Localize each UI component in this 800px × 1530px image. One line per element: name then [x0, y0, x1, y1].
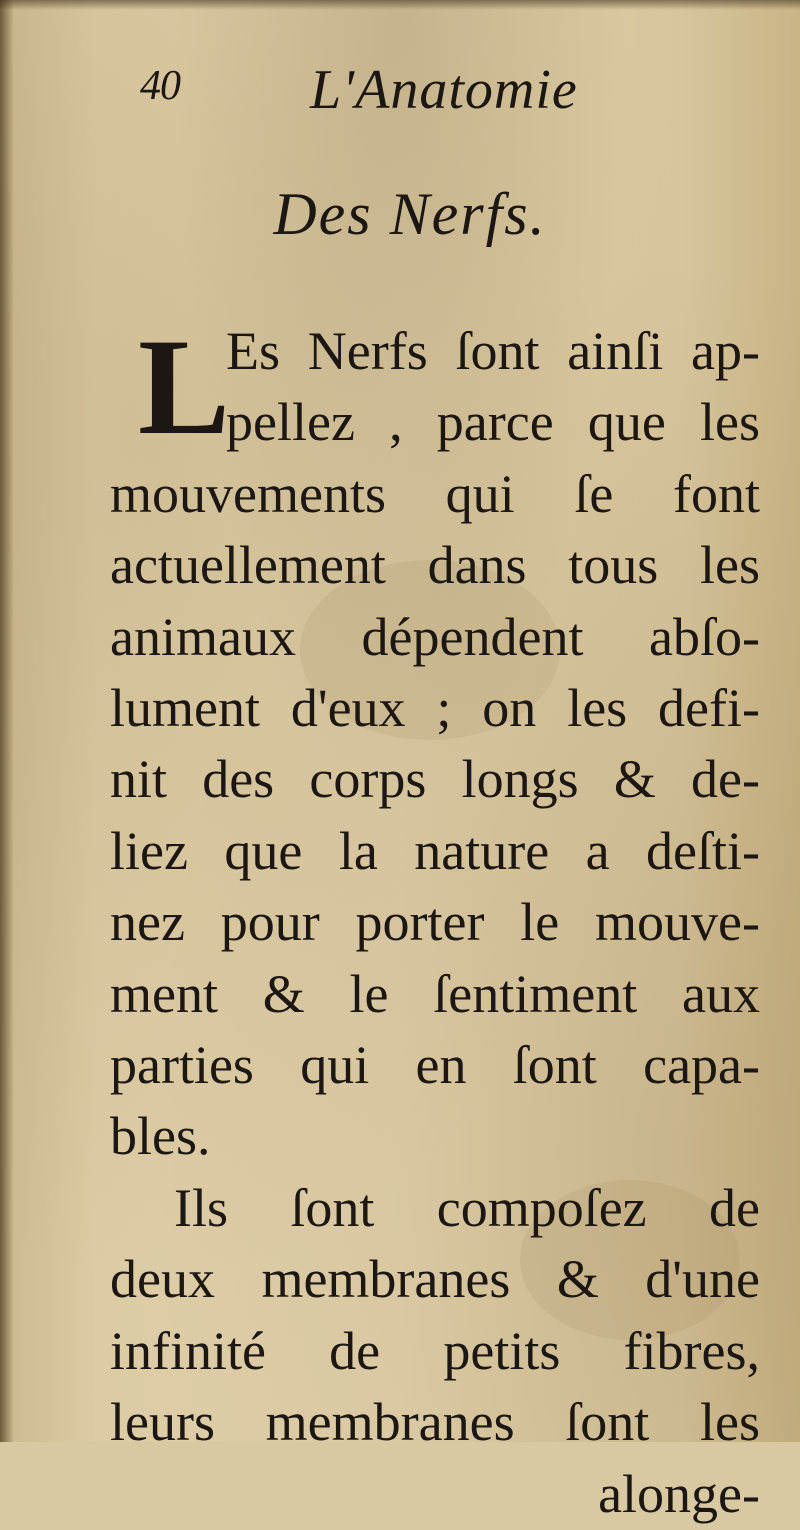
- text-line: mouvements qui ſe font: [110, 463, 760, 524]
- text-line: Es Nerfs ſont ainſi ap-: [226, 321, 760, 381]
- catchword: alonge-: [598, 1463, 760, 1524]
- body-text: [110, 310, 760, 1530]
- text-line: deux membranes & d'une: [110, 1249, 760, 1310]
- text-line: nez pour porter le mouve-: [110, 892, 760, 953]
- text-line: parties qui en ſont capa-: [110, 1035, 760, 1096]
- paragraph-1: [110, 310, 760, 1173]
- text-line: ment & le ſentiment aux: [110, 963, 760, 1024]
- section-title: Des Nerfs.: [273, 181, 547, 247]
- text-line: actuellement dans tous les: [110, 535, 760, 596]
- text-line: animaux dépendent abſo-: [110, 606, 760, 667]
- text-line: bles.: [110, 1106, 211, 1167]
- running-title: L'Anatomie: [310, 59, 578, 121]
- text-line: pellez , parce que les: [226, 392, 760, 453]
- drop-cap: L: [138, 310, 231, 463]
- text-line: nit des corps longs & de-: [110, 749, 760, 810]
- text-line: infinité de petits fibres,: [110, 1320, 760, 1381]
- text-line: Ils ſont compoſez de: [174, 1177, 760, 1238]
- text-line: lument d'eux ; on les defi-: [110, 678, 760, 739]
- text-line: liez que la nature a deſti-: [110, 820, 760, 881]
- text-line: leurs membranes ſont les: [110, 1392, 760, 1453]
- page-header: [140, 58, 640, 128]
- paragraph-2: [110, 1173, 760, 1459]
- page-number: 40: [140, 63, 180, 109]
